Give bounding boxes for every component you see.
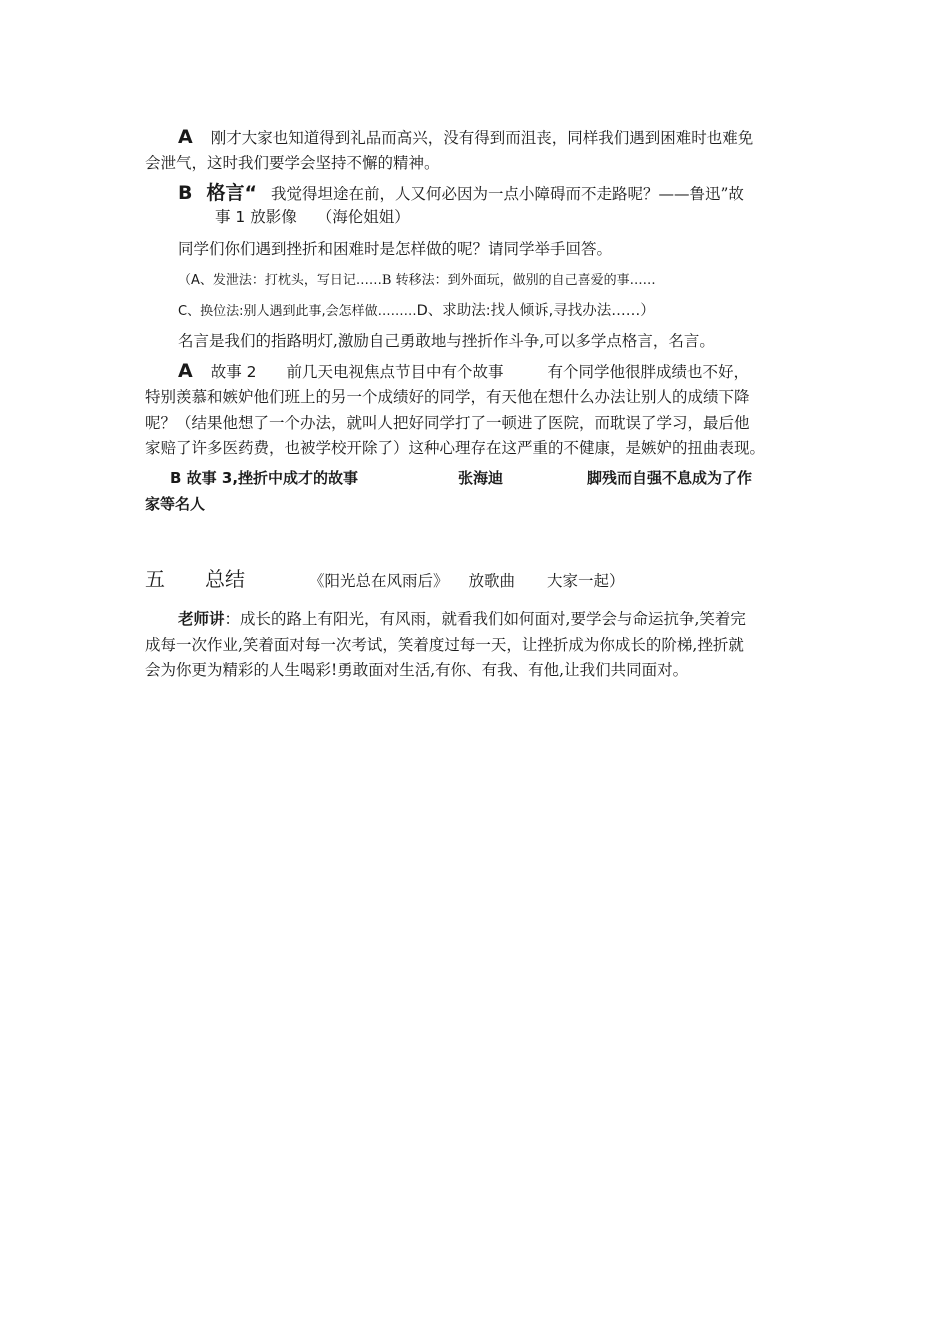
story3-person: 张海迪	[458, 469, 504, 487]
section5-together: 大家一起）	[547, 572, 625, 590]
para-b-story1: 事 1 放影像	[215, 208, 297, 226]
section5-title: 总结	[205, 567, 245, 591]
section5-number: 五	[145, 567, 165, 591]
para-b-text-1: 我觉得坦途在前，人又何必因为一点小障碍而不走路呢？——鲁迅”故	[270, 185, 744, 203]
method-a: （A、发泄法：打枕头，写日记……	[178, 273, 382, 288]
section5-heading	[145, 566, 625, 594]
question-text: 同学们你们遇到挫折和困难时是怎样做的呢？请同学举手回答。	[178, 240, 613, 258]
story2-seg1: 前几天电视焦点节目中有个故事	[286, 363, 504, 381]
teacher-label: 老师讲	[178, 610, 225, 628]
para-b-line-1	[178, 182, 744, 205]
methods-line-1	[178, 270, 656, 292]
story2-marker: A	[178, 360, 193, 382]
story2-line-4: 家赔了许多医药费，也被学校开除了）这种心理存在这严重的不健康，是嫉妒的扭曲表现。	[145, 439, 766, 457]
para-b-marker: B	[178, 182, 193, 204]
method-c: C、换位法:别人遇到此事,会怎样做………	[178, 304, 417, 319]
para-a-marker: A	[178, 126, 193, 148]
story2-line-1	[178, 360, 749, 383]
para-a-text-1: 刚才大家也知道得到礼品而高兴，没有得到而沮丧，同样我们遇到困难时也难免	[210, 129, 754, 147]
methods-line-2	[178, 300, 655, 323]
method-b: B 转移法：到外面玩，做别的自己喜爱的事……	[381, 273, 656, 288]
story3-desc: 脚残而自强不息成为了作	[587, 469, 753, 487]
para-b-line-2	[215, 206, 410, 228]
story2-seg2: 有个同学他很胖成绩也不好，	[547, 363, 750, 381]
story2-line-3: 呢？（结果他想了一个办法，就叫人把好同学打了一顿进了医院，而耽误了学习，最后他	[145, 414, 750, 432]
para-b-helen: （海伦姐姐）	[316, 208, 410, 226]
para-a-line-1	[178, 126, 753, 149]
teacher-line-1	[178, 608, 746, 630]
quote-paragraph: 名言是我们的指路明灯,激励自己勇敢地与挫折作斗争,可以多学点格言，名言。	[178, 332, 715, 350]
section5-song: 《阳光总在风雨后》	[309, 572, 449, 590]
method-d: D、求助法:找人倾诉,寻找办法……）	[416, 303, 655, 319]
story3-line-2: 家等名人	[145, 495, 206, 513]
teacher-line-3: 会为你更为精彩的人生喝彩!勇敢面对生活,有你、有我、有他,让我们共同面对。	[145, 661, 689, 679]
teacher-line-2: 成每一次作业,笑着面对每一次考试，笑着度过每一天，让挫折成为你成长的阶梯,挫折就	[145, 636, 744, 654]
para-b-label: 格言“	[206, 182, 257, 204]
teacher-text-1: ：成长的路上有阳光，有风雨，就看我们如何面对,要学会与命运抗争,笑着完	[224, 610, 746, 628]
story3-title: B 故事 3,挫折中成才的故事	[170, 469, 359, 487]
story3-line-1	[170, 467, 752, 489]
section5-action: 放歌曲	[468, 572, 516, 590]
story2-line-2: 特别羡慕和嫉妒他们班上的另一个成绩好的同学，有天他在想什么办法让别人的成绩下降	[145, 388, 750, 406]
story2-title: 故事 2	[210, 363, 257, 381]
para-a-line-2: 会泄气，这时我们要学会坚持不懈的精神。	[145, 154, 440, 172]
